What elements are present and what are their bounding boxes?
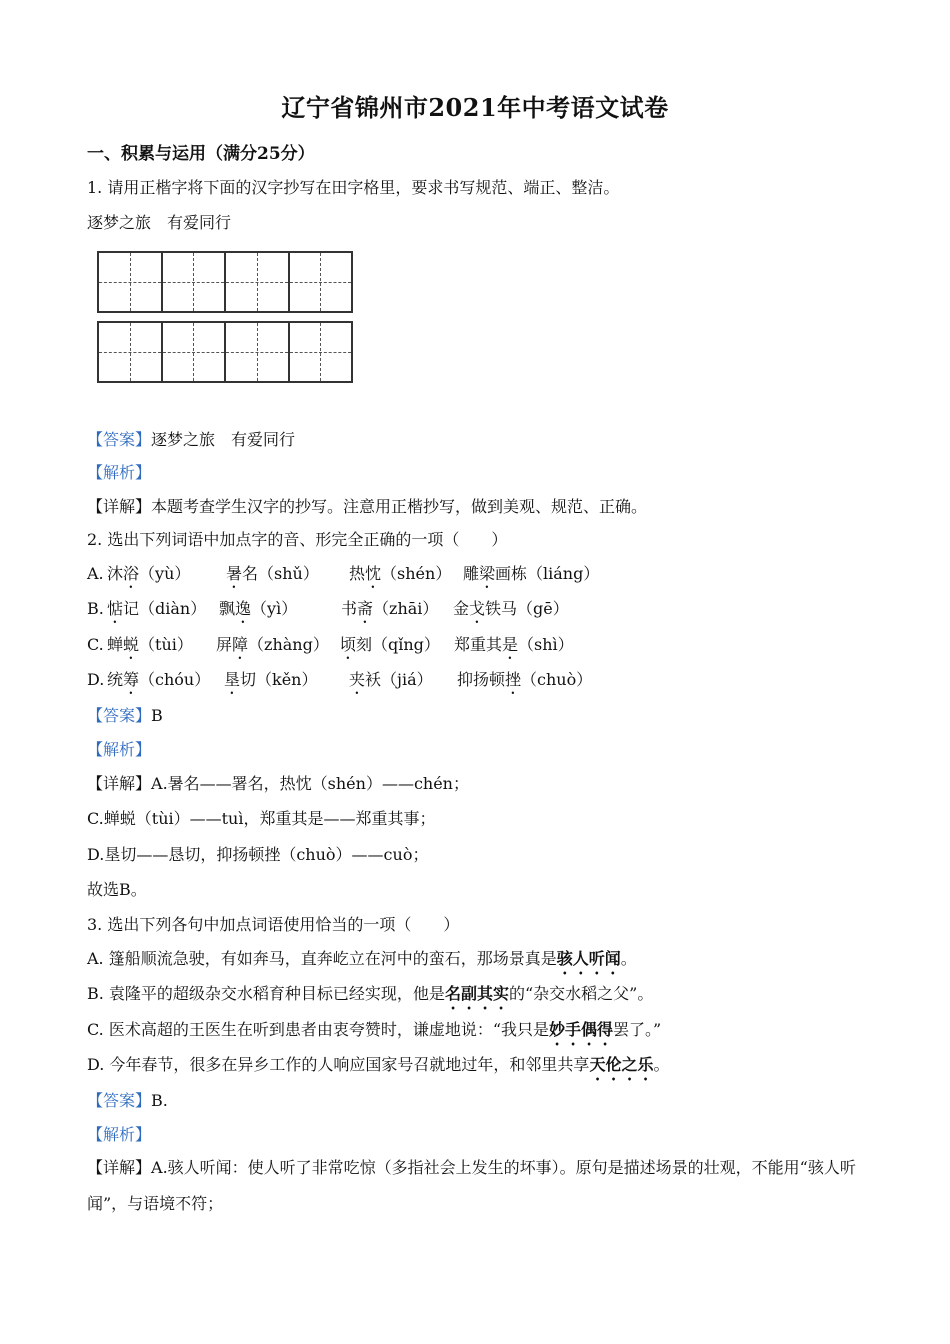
grid-cell xyxy=(99,253,163,311)
grid-cell xyxy=(163,253,227,311)
detail-tag: 【详解】 xyxy=(87,497,152,516)
word-item: 热忱（shén） xyxy=(349,564,452,583)
page-title: 辽宁省锦州市2021年中考语文试卷 xyxy=(281,93,669,122)
q1-stem: 1. 请用正楷字将下面的汉字抄写在田字格里，要求书写规范、端正、整洁。 xyxy=(87,178,620,197)
answer-text: B. xyxy=(151,1091,168,1110)
answer-tag: 【答案】 xyxy=(87,1091,152,1110)
grid-cell xyxy=(226,253,290,311)
detail-text: 本题考查学生汉字的抄写。注意用正楷抄写，做到美观、规范、正确。 xyxy=(151,497,648,516)
q1-analysis-tag: 【解析】 xyxy=(87,463,152,482)
detail-text: A.骇人听闻：使人听了非常吃惊（多指社会上发生的坏事）。原句是描述场景的壮观，不能用“骇人听闻”，与语境不符； xyxy=(87,1158,856,1213)
answer-tag: 【答案】 xyxy=(87,430,152,449)
word-item: 抑扬顿挫（chuò） xyxy=(457,670,593,689)
q2-stem: 2. 选出下列词语中加点字的音、形完全正确的一项（ ） xyxy=(87,530,508,549)
q1-detail xyxy=(87,497,647,517)
word-item: 顷刻（qǐng） xyxy=(340,635,440,654)
writing-grid-row-1 xyxy=(97,251,353,313)
q3-analysis-tag: 【解析】 xyxy=(87,1125,152,1144)
detail-tag: 【详解】 xyxy=(87,774,152,793)
q2-answer xyxy=(87,706,163,726)
grid-cell xyxy=(226,323,290,381)
q3-option-a: A. 篷船顺流急驶，有如奔马，直奔屹立在河中的蛮石，那场景真是骇人听闻。 xyxy=(87,949,637,968)
word-item: 暑名（shǔ） xyxy=(226,564,319,583)
word-item: 沐浴（yù） xyxy=(107,564,191,583)
q3-option-b: B. 袁隆平的超级杂交水稻育种目标已经实现，他是名副其实的“杂交水稻之父”。 xyxy=(87,984,654,1003)
key-phrase: 名副其实 xyxy=(444,984,509,1003)
key-phrase: 骇人听闻 xyxy=(556,949,621,968)
q3-detail xyxy=(87,1150,867,1222)
writing-grid-row-2 xyxy=(97,321,353,383)
q2-analysis-tag: 【解析】 xyxy=(87,740,152,759)
word-item: 垦切（kěn） xyxy=(224,670,318,689)
option-label: C. xyxy=(87,635,104,654)
q2-option-b xyxy=(87,599,867,621)
q2-option-d xyxy=(87,670,867,692)
word-item: 夹袄（jiá） xyxy=(349,670,433,689)
q2-conclusion: 故选B。 xyxy=(87,880,147,899)
grid-cell xyxy=(290,253,352,311)
q2-option-a xyxy=(87,564,867,586)
key-phrase: 妙手偶得 xyxy=(549,1020,614,1039)
option-label: D. xyxy=(87,670,105,689)
word-item: 郑重其是（shì） xyxy=(454,635,574,654)
section-heading: 一、积累与运用（满分25分） xyxy=(87,144,315,164)
grid-cell xyxy=(290,323,352,381)
q3-option-d: D. 今年春节，很多在异乡工作的人响应国家号召就地过年，和邻里共享天伦之乐。 xyxy=(87,1055,670,1074)
word-item: 屏障（zhàng） xyxy=(216,635,329,654)
grid-cell xyxy=(163,323,227,381)
word-item: 雕梁画栋（liáng） xyxy=(463,564,600,583)
q3-answer xyxy=(87,1091,168,1111)
word-item: 惦记（diàn） xyxy=(107,599,207,618)
answer-text: 逐梦之旅 有爱同行 xyxy=(151,430,296,449)
detail-tag: 【详解】 xyxy=(87,1158,152,1177)
q1-answer xyxy=(87,430,295,450)
q1-phrase: 逐梦之旅 有爱同行 xyxy=(87,213,232,232)
q2-option-c xyxy=(87,635,867,657)
detail-text: A.暑名——署名，热忱（shén）——chén； xyxy=(151,774,469,793)
word-item: 统筹（chóu） xyxy=(107,670,211,689)
word-item: 书斋（zhāi） xyxy=(341,599,439,618)
q3-stem: 3. 选出下列各句中加点词语使用恰当的一项（ ） xyxy=(87,915,460,934)
word-item: 飘逸（yì） xyxy=(219,599,298,618)
answer-tag: 【答案】 xyxy=(87,706,152,725)
option-label: B. xyxy=(87,599,104,618)
answer-text: B xyxy=(151,706,163,725)
option-label: A. xyxy=(87,564,104,583)
key-phrase: 天伦之乐 xyxy=(589,1055,654,1074)
q2-detail-3: D.垦切——恳切，抑扬顿挫（chuò）——cuò； xyxy=(87,845,429,864)
q3-option-c: C. 医术高超的王医生在听到患者由衷夸赞时，谦虚地说：“我只是妙手偶得罢了。” xyxy=(87,1020,662,1039)
word-item: 金戈铁马（gē） xyxy=(453,599,569,618)
grid-cell xyxy=(99,323,163,381)
q2-detail-1 xyxy=(87,774,469,794)
q2-detail-2: C.蝉蜕（tùi）——tuì，郑重其是——郑重其事； xyxy=(87,809,436,828)
word-item: 蝉蜕（tùi） xyxy=(107,635,193,654)
